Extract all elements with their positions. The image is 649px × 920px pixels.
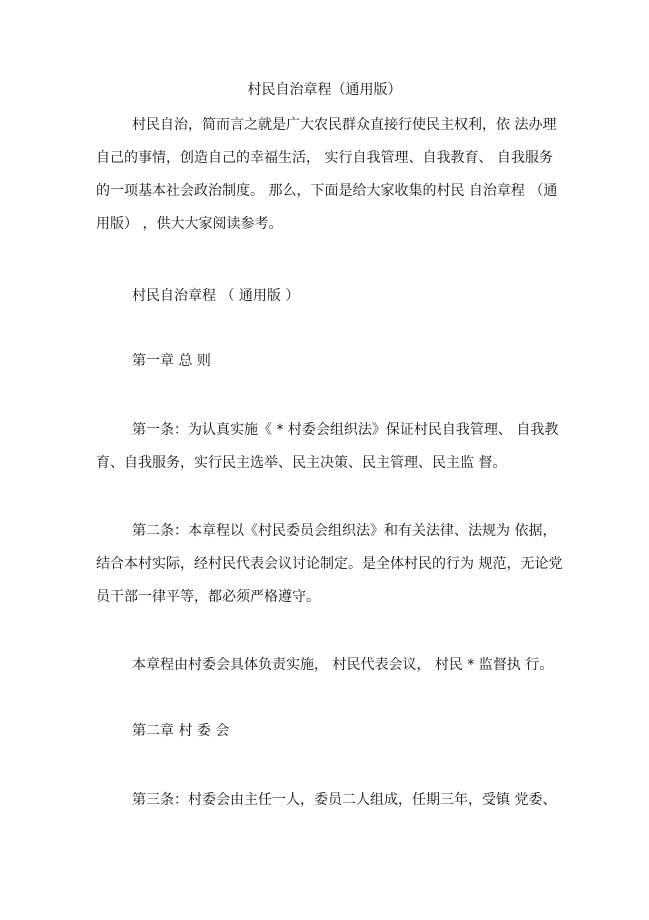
intro-line-4: 用版） ，供大大家阅读参考。 [96,216,283,232]
chapter-2-heading: 第二章 村 委 会 [132,723,230,739]
article-1-line-2: 育、自我服务，实行民主选举、民主决策、民主管理、民主监 督。 [96,455,507,471]
doc-heading: 村民自治章程 （ 通用版 ） [132,288,300,304]
implementation-line: 本章程由村委会具体负责实施， 村民代表会议， 村民 * 监督执 行。 [132,657,554,673]
article-2-line-3: 员干部一律平等，都必须严格遵守。 [96,589,320,605]
article-2-line-1: 第二条：本章程以《村民委员会组织法》和有关法律、法规为 依据， [132,523,557,539]
intro-line-2: 自己的事情，创造自己的幸福生活， 实行自我管理、自我教育、 自我服务 [96,150,553,166]
article-1-line-1: 第一条：为认真实施《 * 村委会组织法》保证村民自我管理、 自我教 [132,422,559,438]
article-3-line-1: 第三条：村委会由主任一人，委员二人组成，任期三年，受镇 党委、 [132,792,557,808]
chapter-1-heading: 第一章 总 则 [132,353,211,369]
document-title: 村民自治章程（通用版） [247,82,402,98]
intro-line-1: 村民自治，简而言之就是广大农民群众直接行使民主权利，依 法办理 [132,117,557,133]
intro-line-3: 的一项基本社会政治制度。 那么，下面是给大家收集的村民 自治章程 （通 [96,183,558,199]
article-2-line-2: 结合本村实际，经村民代表会议讨论制定。是全体村民的行为 规范，无论党 [96,556,563,572]
